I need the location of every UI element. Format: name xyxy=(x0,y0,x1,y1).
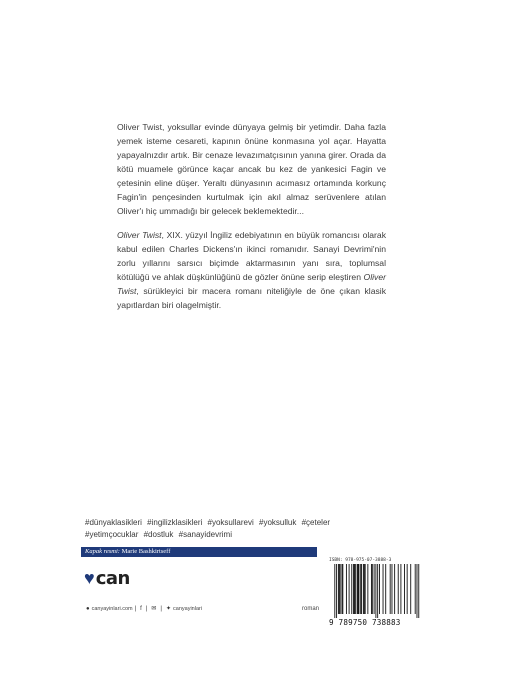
website-text: canyayinlari.com xyxy=(91,606,133,612)
mail-icon: ✉ xyxy=(151,606,157,612)
hashtag: #çeteler xyxy=(301,518,331,527)
hashtag: #yoksulluk xyxy=(259,518,297,527)
barcode-bar xyxy=(353,564,354,614)
barcode-bar xyxy=(400,564,401,614)
barcode-bar xyxy=(340,564,341,614)
blurb-paragraph-2 xyxy=(117,228,386,312)
barcode-bar xyxy=(357,564,358,614)
hashtag: #yetimçocuklar xyxy=(85,530,139,539)
barcode-bar xyxy=(342,564,343,614)
barcode-bar xyxy=(358,564,359,614)
separator: | xyxy=(145,606,148,612)
publisher-logo xyxy=(84,567,130,589)
genre-label: roman xyxy=(301,606,319,612)
book-title-italic: Oliver Twist xyxy=(117,272,386,296)
credit-name: Marie Bashkirtseff xyxy=(121,548,171,555)
barcode-bar xyxy=(383,564,384,614)
barcode-bar xyxy=(392,564,393,614)
hashtag: #dünyaklasikleri xyxy=(85,518,142,527)
hashtag: #ingilizklasikleri xyxy=(147,518,203,527)
barcode-bar xyxy=(410,564,411,614)
twitter-handle: canyayinlari xyxy=(173,606,203,612)
barcode xyxy=(329,564,421,620)
barcode-bar xyxy=(379,564,380,614)
facebook-icon: f xyxy=(140,606,142,612)
barcode-bar xyxy=(342,564,343,614)
barcode-bar xyxy=(346,564,347,614)
barcode-bar xyxy=(349,564,350,614)
barcode-bar xyxy=(364,564,365,614)
barcode-bar xyxy=(358,564,359,614)
heart-icon: ♥ xyxy=(84,568,95,588)
barcode-number: 9 789750 738883 xyxy=(329,618,401,627)
barcode-bar xyxy=(404,564,405,614)
barcode-bar xyxy=(363,564,364,614)
barcode-bar xyxy=(418,564,419,618)
back-cover-blurb xyxy=(117,120,386,322)
barcode-bar xyxy=(354,564,355,614)
book-title-italic: Oliver Twist xyxy=(117,230,162,240)
barcode-bar xyxy=(374,564,375,614)
blurb-text: , XIX. yüzyıl İngiliz edebiyatının en büyük romancısı olarak kabul edilen Charles Dickens'ın ikinci romanıdır. Sanayi Devrimi'nin zorlu yıllarını sarsıcı biçimde aktarmasının yanı sıra, toplumsal kötülüğü ve ahlak düşkünlüğünü de gözler önüne serip eleştiren xyxy=(117,230,386,282)
barcode-bar xyxy=(351,564,352,614)
barcode-bar xyxy=(367,564,368,614)
barcode-bar xyxy=(361,564,362,614)
credit-label: Kapak resmi: xyxy=(85,548,120,555)
publisher-name: can xyxy=(95,567,130,589)
separator: | xyxy=(134,606,137,612)
barcode-bar xyxy=(417,564,418,618)
barcode-bar xyxy=(407,564,408,614)
isbn-text: ISBN: 978-975-07-3888-3 xyxy=(329,558,392,563)
barcode-bar xyxy=(334,564,335,618)
barcode-bar xyxy=(336,564,337,618)
barcode-bar xyxy=(398,564,399,614)
publisher-footer xyxy=(84,604,319,614)
barcode-bar xyxy=(372,564,373,614)
barcode-bar xyxy=(339,564,340,614)
cover-credit-bar xyxy=(81,547,317,557)
separator: | xyxy=(160,606,162,612)
barcode-bar xyxy=(375,564,376,618)
twitter-icon: ✦ xyxy=(165,606,172,612)
hashtag-list xyxy=(85,517,355,541)
barcode-block xyxy=(329,558,421,630)
barcode-bar xyxy=(385,564,386,614)
barcode-bar xyxy=(415,564,416,614)
barcode-bar xyxy=(360,564,361,614)
blurb-text: , sürükleyici bir macera romanı niteliğiyle de öne çıkan klasik yapıtlardan biri olagelmiştir. xyxy=(117,286,386,310)
hashtag: #yoksullarevi xyxy=(207,518,254,527)
hashtag: #sanayidevrimi xyxy=(178,530,232,539)
blurb-paragraph-1: Oliver Twist, yoksullar evinde dünyaya gelmiş bir yetimdir. Daha fazla yemek isteme cesareti, kapının önüne konmasına yol açar. Hayatta yapayalnızdır artık. Bir cenaze levazımatçısının yanına girer. Orada da kötü muamele görünce kaçar ancak bu kez de yankesici Fagin ve çetesinin eline düşer. Yeraltı dünyasının acımasız ortamında korkunç Fagin'in pençesinden kurtulmak için akıl almaz serüvenlere atılan Oliver'ı hiç ummadığı bir gelecek beklemektedir... xyxy=(117,122,386,216)
barcode-bar xyxy=(390,564,391,614)
barcode-bar xyxy=(355,564,356,614)
barcode-bar xyxy=(377,564,378,618)
globe-icon: ● xyxy=(86,606,90,612)
barcode-bar xyxy=(371,564,372,614)
barcode-bar xyxy=(394,564,395,614)
barcode-bar xyxy=(365,564,366,614)
hashtag: #dostluk xyxy=(143,530,174,539)
barcode-bar xyxy=(338,564,339,614)
